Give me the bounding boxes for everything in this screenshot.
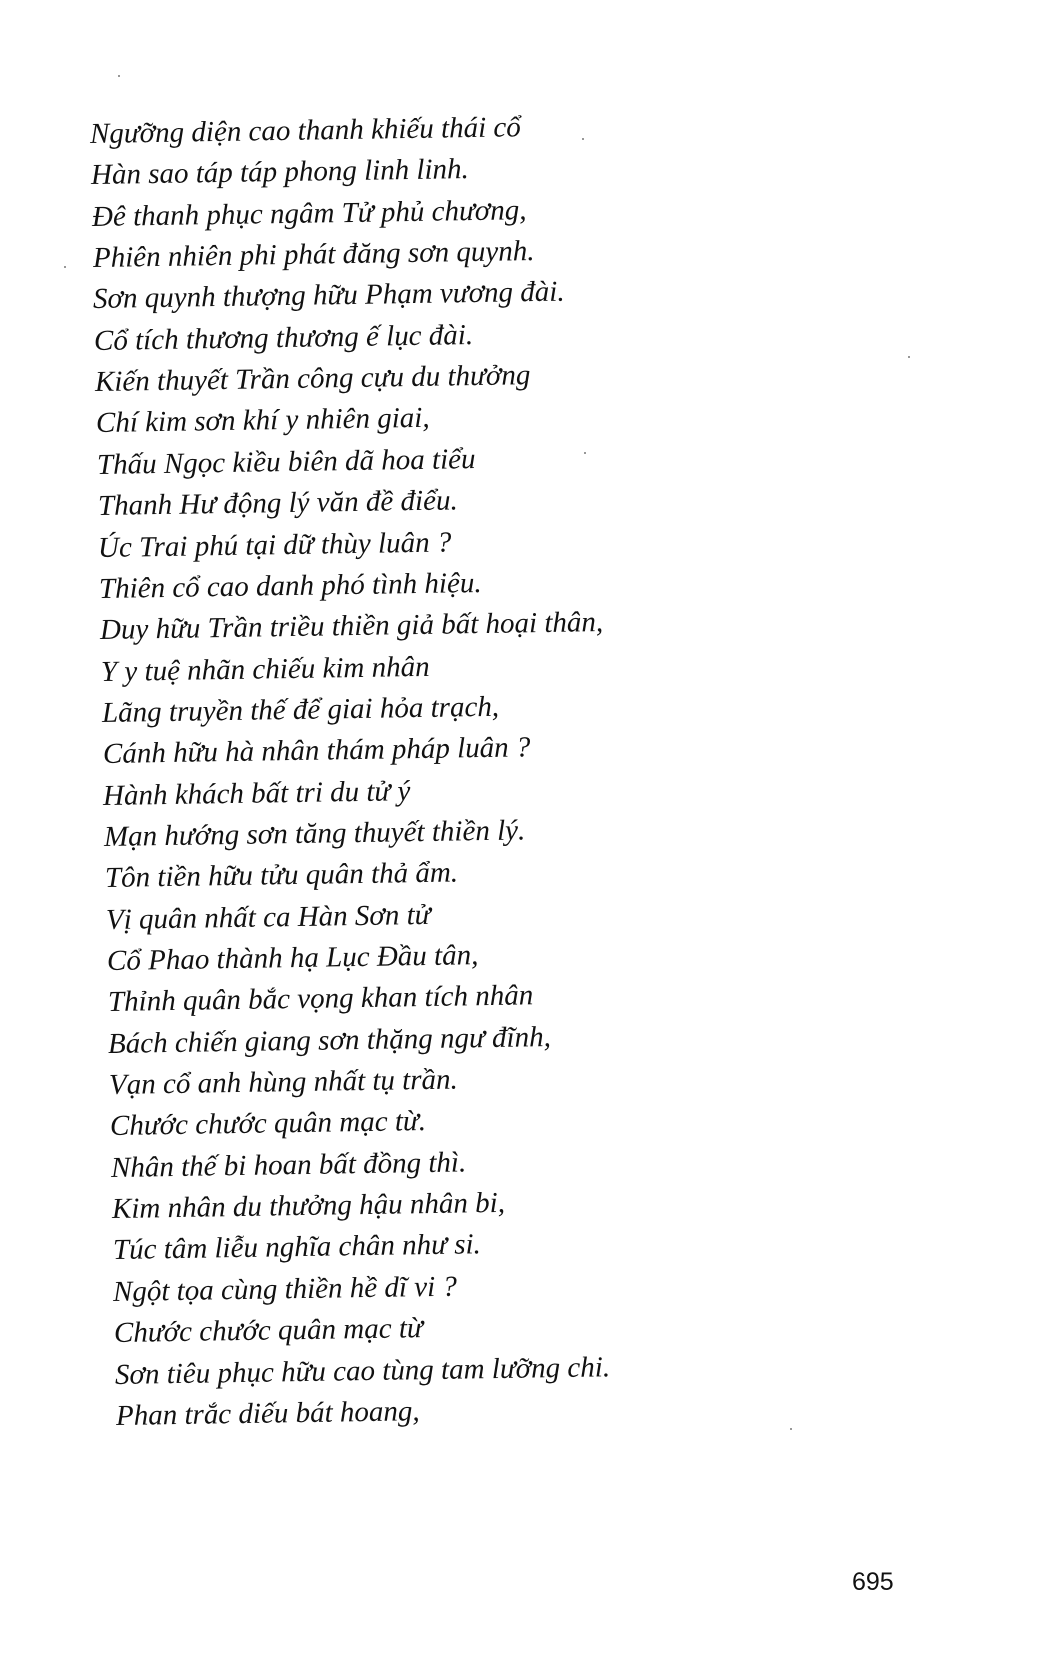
poem-line: Chước chước quân mạc từ — [114, 1312, 424, 1350]
poem-line: Nhân thế bi hoan bất đồng thì. — [110, 1146, 467, 1184]
poem-line: Bách chiến giang sơn thặng ngư đĩnh, — [108, 1020, 552, 1060]
poem-line: Cổ tích thương thương ế lục đài. — [93, 318, 474, 357]
scan-speck — [908, 356, 910, 358]
poem-line: Lãng truyền thế để giai hỏa trạch, — [101, 690, 500, 729]
poem-line: Chí kim sơn khí y nhiên giai, — [95, 402, 430, 440]
poem-line: Thiên cổ cao danh phó tình hiệu. — [98, 566, 483, 605]
poem-line: Hàn sao táp táp phong linh linh. — [90, 153, 469, 192]
poem-line: Thanh Hư động lý văn đề điểu. — [97, 484, 458, 523]
poem-line: Sơn tiêu phục hữu cao tùng tam lưỡng chi. — [114, 1350, 611, 1391]
poem-line: Cổ Phao thành hạ Lục Đầu tân, — [106, 939, 479, 977]
poem-line: Tôn tiền hữu tửu quân thả ẩm. — [104, 856, 459, 895]
poem-line: Thấu Ngọc kiều biên dã hoa tiểu — [96, 442, 476, 481]
poem-line: Kim nhân du thưởng hậu nhân bi, — [111, 1186, 506, 1226]
scan-speck — [584, 452, 586, 454]
poem-line: Đê thanh phục ngâm Tử phủ chương, — [91, 193, 527, 233]
poem-line: Kiến thuyết Trần công cựu du thưởng — [94, 359, 531, 399]
poem-line: Mạn hướng sơn tăng thuyết thiền lý. — [103, 814, 526, 853]
poem-line: Thỉnh quân bắc vọng khan tích nhân — [107, 979, 534, 1019]
poem-line: Hành khách bất tri du tử ý — [103, 774, 412, 812]
scan-speck — [64, 266, 66, 268]
poem-line: Cánh hữu hà nhân thám pháp luân ? — [102, 731, 531, 771]
poem-line: Sơn quynh thượng hữu Phạm vương đài. — [93, 275, 566, 316]
poem-line: Phan trắc diếu bát hoang, — [115, 1395, 420, 1432]
poem-line: Y y tuệ nhãn chiếu kim nhân — [100, 650, 430, 688]
poem-line: Ngột tọa cùng thiền hề dĩ vi ? — [113, 1270, 458, 1308]
poem-line: Ngưỡng diện cao thanh khiếu thái cổ — [89, 111, 521, 150]
page-number: 695 — [852, 1568, 894, 1596]
poem-line: Vị quân nhất ca Hàn Sơn tử — [105, 898, 431, 936]
poem-line: Úc Trai phú tại dữ thùy luân ? — [98, 525, 452, 564]
poem-line: Duy hữu Trần triều thiền giả bất hoại thân, — [99, 606, 604, 647]
scan-speck — [790, 1428, 792, 1430]
scan-speck — [582, 138, 584, 140]
poem-line: Vạn cổ anh hùng nhất tụ trần. — [109, 1063, 459, 1102]
scan-speck — [118, 75, 120, 77]
poem-line: Túc tâm liễu nghĩa chân như si. — [112, 1228, 481, 1267]
poem-line: Chước chước quân mạc từ. — [109, 1105, 427, 1143]
poem-line: Phiên nhiên phi phát đăng sơn quynh. — [92, 235, 535, 275]
